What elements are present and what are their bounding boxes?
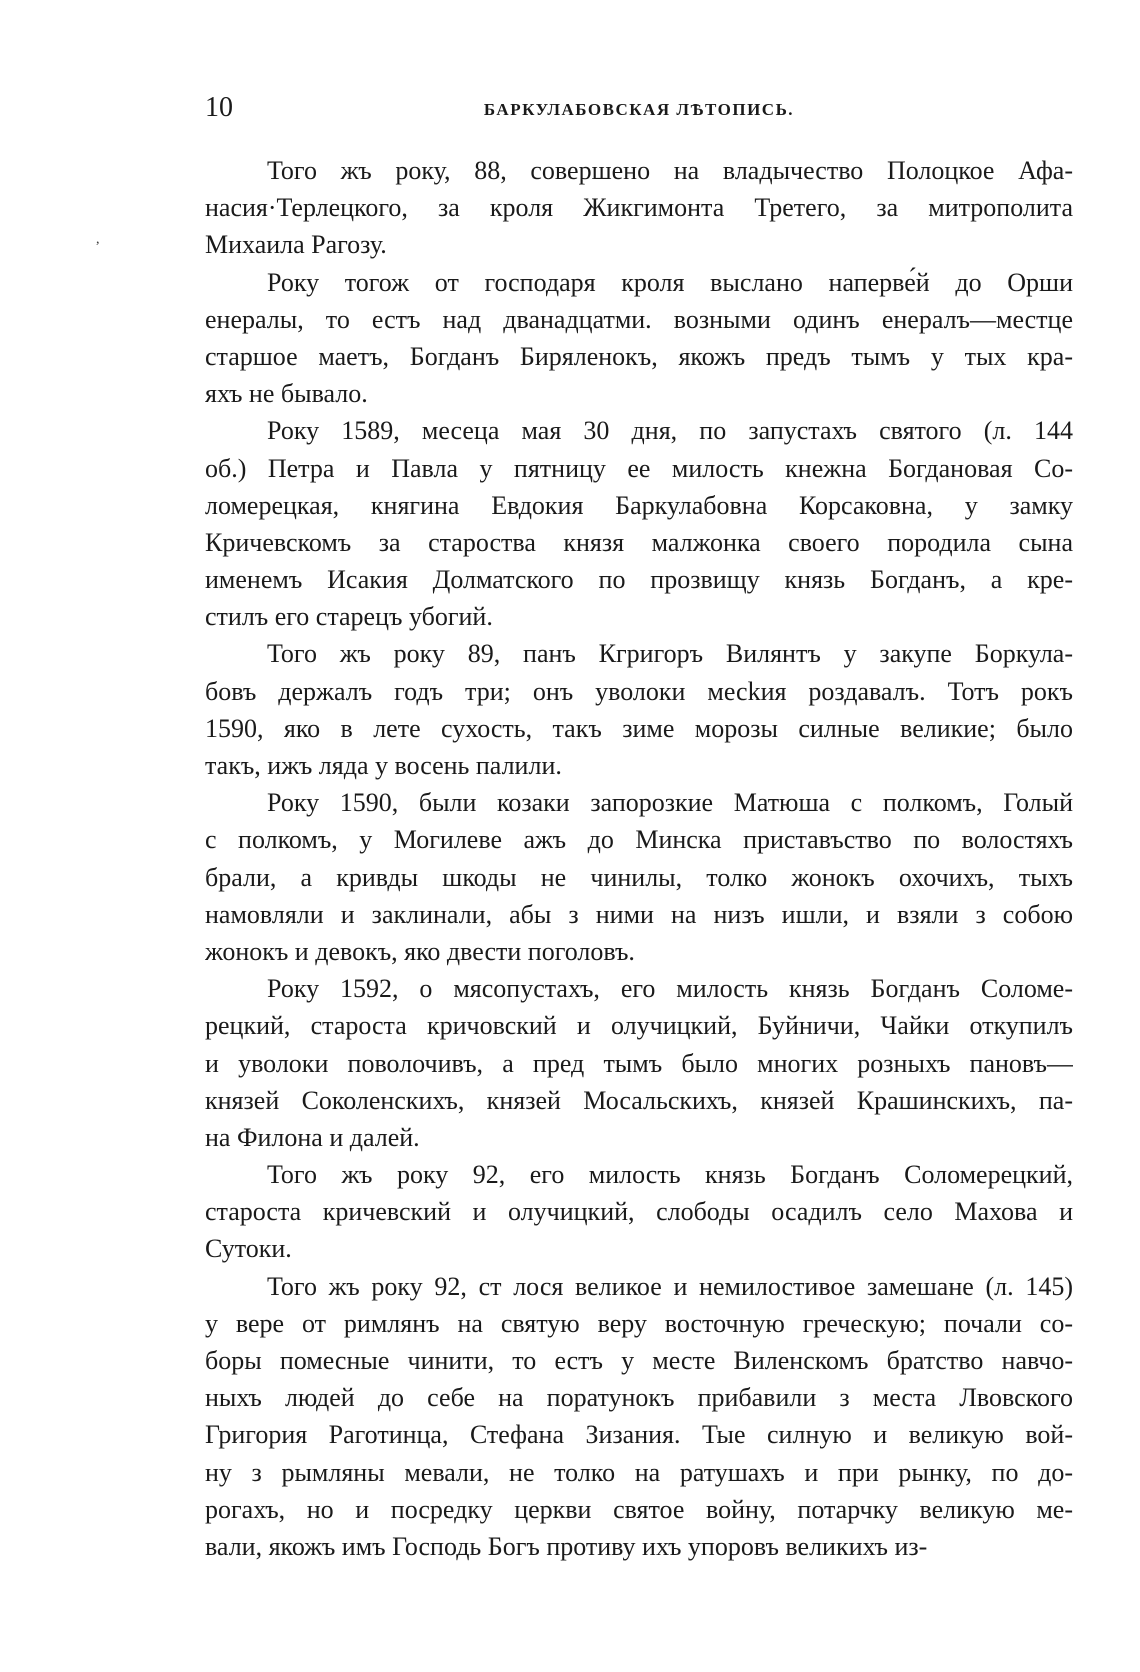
text-line: бовъ держалъ годъ три; онъ уволоки месkия роздавалъ. Тотъ рокъ xyxy=(205,676,1073,706)
text-line: енералы, то естъ над дванадцатми. возными одинъ енералъ—местце xyxy=(205,304,1073,334)
text-line: Того жъ року 89, панъ Кгригоръ Вилянтъ у закупе Боркула- xyxy=(267,639,1073,669)
page-number: 10 xyxy=(205,92,233,123)
text-line: ломерецкая, княгина Евдокия Баркулабовна Корсаковна, у замку xyxy=(205,490,1073,520)
text-line: Року 1592, о мясопустахъ, его милость князь Богданъ Соломе- xyxy=(267,974,1073,1004)
margin-mark: , xyxy=(96,232,100,247)
text-line: на Филона и далей. xyxy=(205,1122,420,1152)
paragraph xyxy=(205,635,1073,784)
text-line: Михаила Рагозу. xyxy=(205,230,387,260)
running-title: БАРКУЛАБОВСКАЯ ЛѢТОПИСЬ. xyxy=(483,100,795,119)
body-text xyxy=(205,152,1073,1565)
text-line: такъ, ижъ ляда у восень палили. xyxy=(205,751,562,780)
paragraph xyxy=(205,152,1073,264)
paragraph xyxy=(205,1156,1073,1268)
text-line: Того жъ року 92, его милость князь Богданъ Соломерецкий, xyxy=(267,1160,1073,1190)
text-line: об.) Петра и Павла у пятницу ее милость кнежна Богдановая Со- xyxy=(205,453,1073,483)
text-line: жонокъ и девокъ, яко двести поголовъ. xyxy=(205,936,635,966)
paragraph xyxy=(205,1268,1073,1566)
text-line: Року тогож от господаря кроля выслано наперве́й до Орши xyxy=(267,267,1073,297)
text-line: староста кричевский и олучицкий, слободы осадилъ село Махова и xyxy=(205,1197,1073,1227)
text-line: с полкомъ, у Могилеве ажъ до Минска приставъство по волостяхъ xyxy=(205,825,1073,855)
text-line: вали, якожъ имъ Господь Богъ противу ихъ упоровъ великихъ из- xyxy=(205,1531,928,1561)
text-line: Сутоки. xyxy=(205,1234,292,1264)
paragraph xyxy=(205,412,1073,635)
text-line: насия·Терлецкого, за кроля Жикгимонта Третего, за митрополита xyxy=(205,193,1073,223)
text-line: князей Соколенскихъ, князей Мосальскихъ, князей Крашинскихъ, па- xyxy=(205,1085,1073,1115)
running-head xyxy=(205,92,1073,132)
text-line: намовляли и заклинали, абы з ними на низъ ишли, и взяли з собою xyxy=(205,899,1073,929)
text-line: 1590, яко в лете сухость, такъ зиме морозы силные великие; было xyxy=(205,713,1073,743)
text-line: ну з рымляны мевали, не толко на ратушахъ и при рынку, по до- xyxy=(205,1457,1073,1487)
text-line: Року 1590, были козаки запорозкие Матюша с полкомъ, Голый xyxy=(267,788,1073,818)
text-line: Року 1589, месеца мая 30 дня, по запустахъ святого (л. 144 xyxy=(267,416,1073,446)
paragraph xyxy=(205,970,1073,1156)
text-line: ныхъ людей до себе на поратунокъ прибавили з места Лвовского xyxy=(205,1383,1073,1413)
text-line: боры помесные чинити, то естъ у месте Виленскомъ братство навчо- xyxy=(205,1346,1073,1375)
text-line: яхъ не бывало. xyxy=(205,379,368,409)
text-line: Того жъ року 92, ст лося великое и немилостивое замешане (л. 145) xyxy=(267,1271,1073,1301)
text-line: рецкий, староста кричовский и олучицкий, Буйничи, Чайки откупилъ xyxy=(205,1011,1073,1041)
text-line: старшое маетъ, Богданъ Биряленокъ, якожъ предъ тымъ у тых кра- xyxy=(205,341,1073,371)
text-line: у вере от римлянъ на святую веру восточную греческую; почали со- xyxy=(205,1308,1073,1338)
text-line: Кричевскомъ за староства князя малжонка своего породила сына xyxy=(205,527,1073,557)
text-line: стилъ его старецъ убогий. xyxy=(205,602,493,632)
text-line: брали, а кривды шкоды не чинилы, толко жонокъ охочихъ, тыхъ xyxy=(205,862,1073,892)
text-line: именемъ Исакия Долматского по прозвищу князь Богданъ, а кре- xyxy=(205,565,1073,595)
paragraph xyxy=(205,784,1073,970)
text-line: Григория Раготинца, Стефана Зизания. Тые силную и великую вой- xyxy=(205,1420,1073,1450)
paragraph xyxy=(205,264,1073,413)
text-line: рогахъ, но и посредку церкви святое войну, потарчку великую ме- xyxy=(205,1494,1073,1524)
text-line: Того жъ року, 88, совершено на владычество Полоцкое Афа- xyxy=(267,156,1073,185)
document-page xyxy=(205,92,1073,1565)
text-line: и уволоки поволочивъ, а пред тымъ было многих розныхъ пановъ— xyxy=(205,1048,1073,1078)
